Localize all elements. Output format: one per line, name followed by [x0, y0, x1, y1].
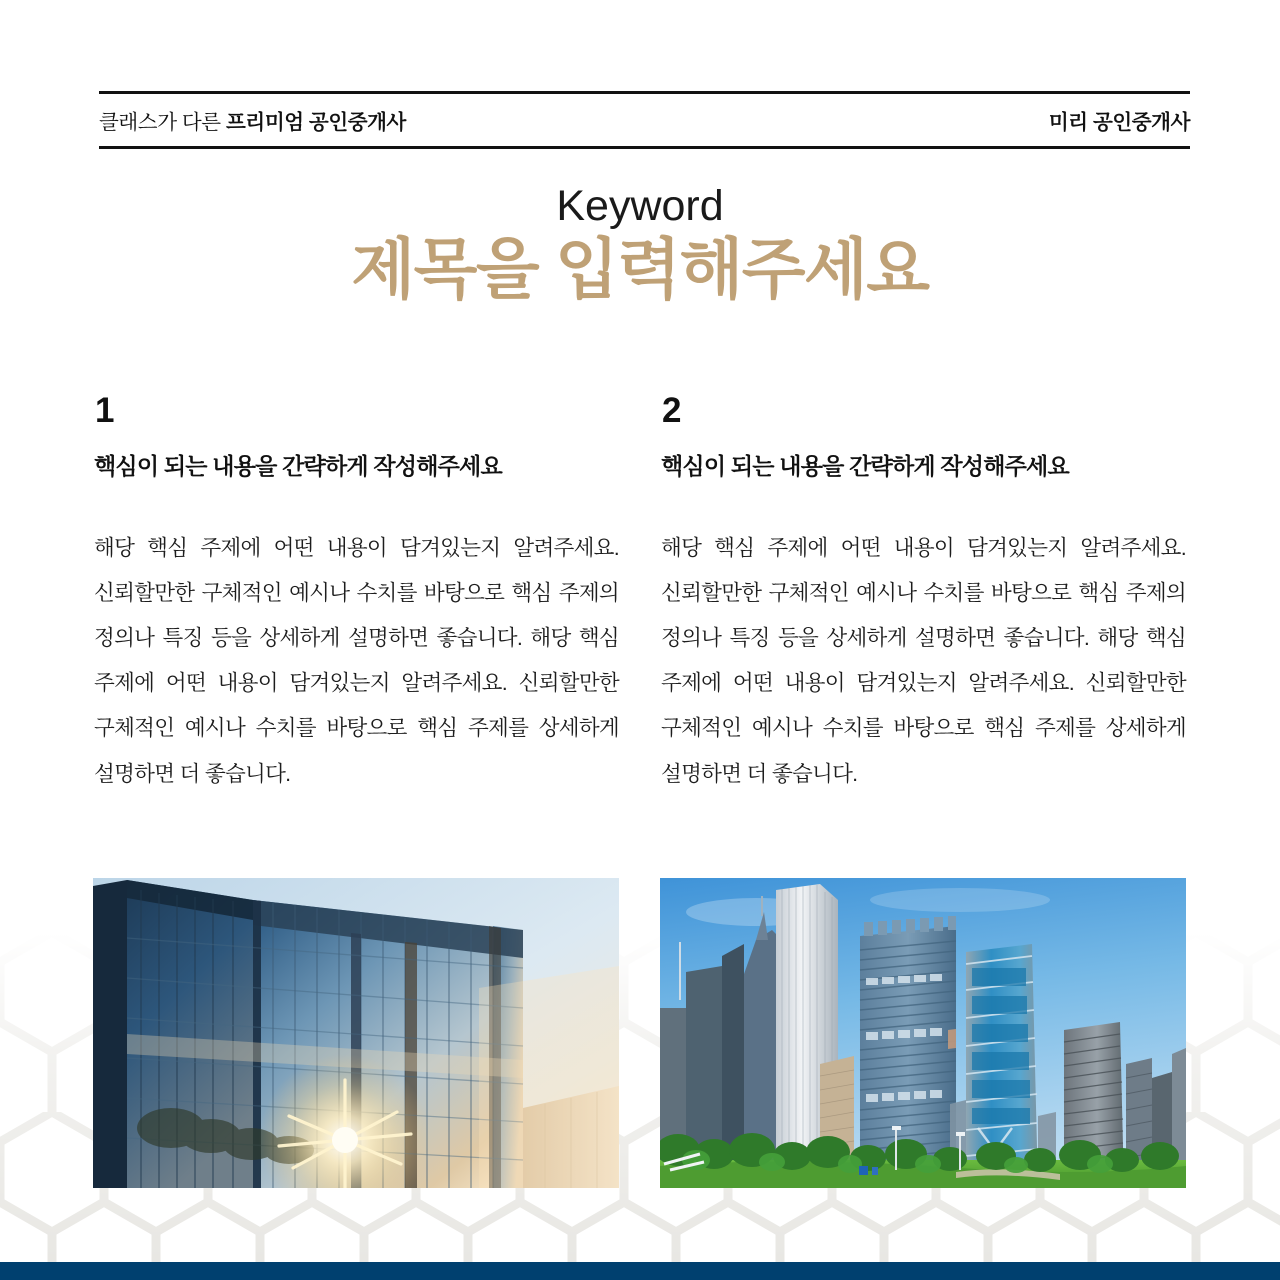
- content-columns: [93, 393, 1186, 797]
- column-2-number: 2: [662, 391, 682, 430]
- column-2-photo: [660, 878, 1186, 1188]
- column-2: [660, 393, 1186, 797]
- column-1-photo: [93, 878, 619, 1188]
- footer-bar: [0, 1262, 1280, 1280]
- header-tagline-bold: 프리미엄 공인중개사: [226, 111, 406, 134]
- photo-row: [93, 878, 1186, 1188]
- column-1: [93, 393, 619, 797]
- header-left-text: [99, 105, 406, 135]
- page-title: 제목을 입력해주세요: [351, 232, 929, 307]
- column-2-heading: 핵심이 되는 내용을 간략하게 작성해주세요: [661, 453, 1069, 479]
- slide-header: [99, 91, 1190, 149]
- column-1-number: 1: [95, 391, 115, 430]
- column-1-heading: 핵심이 되는 내용을 간략하게 작성해주세요: [94, 453, 502, 479]
- header-brand-name: 미리 공인중개사: [1048, 111, 1190, 134]
- keyword-eyebrow: Keyword: [556, 182, 724, 230]
- column-1-body: 해당 핵심 주제에 어떤 내용이 담겨있는지 알려주세요. 신뢰할만한 구체적인 예시나 수치를 바탕으로 핵심 주제의 정의나 특징 등을 상세하게 설명하면 좋습니다. 해당 핵심 주제에 어떤 내용이 담겨있는지 알려주세요. 신뢰할만한 구체적인 예시나 수치를 바탕으로 핵심 주제를 상세하게 설명하면 더 좋습니다.: [94, 535, 619, 786]
- column-2-body: 해당 핵심 주제에 어떤 내용이 담겨있는지 알려주세요. 신뢰할만한 구체적인 예시나 수치를 바탕으로 핵심 주제의 정의나 특징 등을 상세하게 설명하면 좋습니다. 해당 핵심 주제에 어떤 내용이 담겨있는지 알려주세요. 신뢰할만한 구체적인 예시나 수치를 바탕으로 핵심 주제를 상세하게 설명하면 더 좋습니다.: [661, 535, 1186, 786]
- header-tagline-normal: 클래스가 다른: [99, 111, 227, 134]
- title-block: [0, 183, 1280, 307]
